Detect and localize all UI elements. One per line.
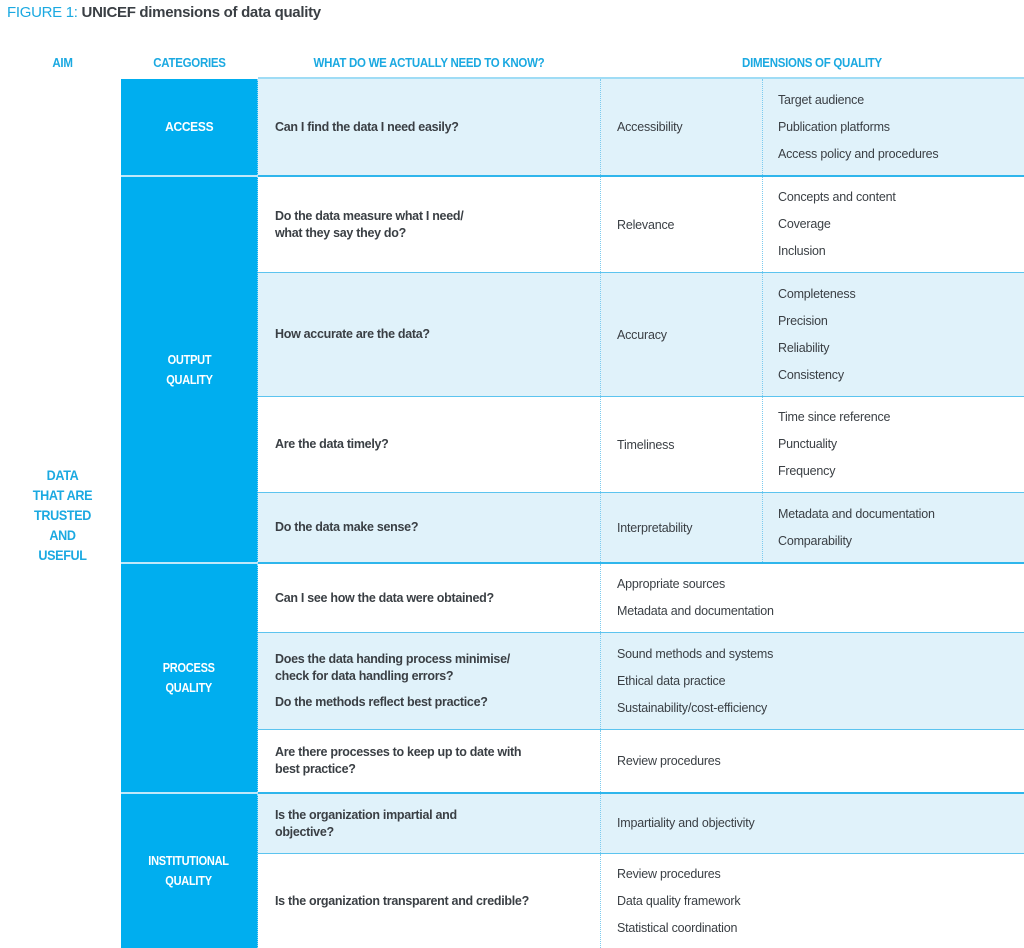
question-text: Can I find the data I need easily? <box>275 119 459 134</box>
dimension: Review procedures <box>617 866 721 881</box>
category-label-line: INSTITUTIONAL <box>148 853 230 868</box>
dimensions <box>617 794 755 853</box>
column-divider <box>600 273 601 396</box>
question <box>275 273 595 396</box>
column-divider <box>600 493 601 562</box>
header-aim: AIM <box>52 56 73 70</box>
subdimension: Target audience <box>778 92 864 107</box>
subdimension: Precision <box>778 313 828 328</box>
subdimensions <box>778 273 856 396</box>
subdimensions <box>778 493 935 562</box>
question <box>275 79 595 175</box>
category-gap <box>121 562 258 564</box>
category-label <box>164 350 215 390</box>
category-gap <box>121 175 258 177</box>
header-categories: CATEGORIES <box>153 56 226 70</box>
subdimension: Inclusion <box>778 244 826 258</box>
question <box>275 177 595 272</box>
column-divider <box>600 730 601 792</box>
dimensions <box>617 854 740 948</box>
table-row <box>258 273 1024 396</box>
subdimension: Time since reference <box>778 410 891 424</box>
subdimension: Metadata and documentation <box>778 506 935 521</box>
category-label <box>161 658 218 698</box>
dimension: Relevance <box>617 217 675 232</box>
column-divider <box>600 397 601 492</box>
dimension: Interpretability <box>617 520 693 535</box>
dimension: Ethical data practice <box>617 673 726 688</box>
table-row <box>258 177 1024 272</box>
aim-line: DATA <box>46 467 79 483</box>
category-label-line: QUALITY <box>165 873 213 888</box>
question <box>275 794 595 853</box>
question <box>275 397 595 492</box>
column-divider <box>600 177 601 272</box>
table-row <box>258 730 1024 792</box>
aim-line: USEFUL <box>38 547 87 563</box>
table-row <box>258 397 1024 492</box>
dimension: Data quality framework <box>617 893 741 908</box>
question-text: Is the organization impartial and objective? <box>275 807 457 839</box>
category-access <box>121 79 258 175</box>
category-output-quality <box>121 177 258 562</box>
subdimensions <box>778 397 890 492</box>
category-label-line: QUALITY <box>165 680 213 695</box>
table-row <box>258 79 1024 175</box>
table-row <box>258 854 1024 948</box>
subdimensions <box>778 177 896 272</box>
dimension: Accessibility <box>617 120 683 134</box>
question-text: Is the organization transparent and credible? <box>275 893 529 908</box>
question-text: Do the data make sense? <box>275 520 419 534</box>
column-divider <box>762 273 763 396</box>
question-text: Are the data timely? <box>275 437 389 451</box>
column-divider <box>600 794 601 853</box>
dimension: Metadata and documentation <box>617 604 774 618</box>
table-row <box>258 633 1024 729</box>
question-text: How accurate are the data? <box>275 327 430 341</box>
dimension: Timeliness <box>617 437 675 452</box>
column-divider <box>600 854 601 948</box>
column-divider <box>762 493 763 562</box>
subdimension: Frequency <box>778 464 836 478</box>
question <box>275 564 595 632</box>
dimension: Accuracy <box>617 327 667 342</box>
category-label-line: OUTPUT <box>167 351 211 367</box>
table-top-border <box>258 77 1024 79</box>
table-row <box>258 794 1024 853</box>
column-divider <box>600 79 601 175</box>
subdimension: Access policy and procedures <box>778 146 939 161</box>
question-text: Can I see how the data were obtained? <box>275 590 494 605</box>
question-text: Are there processes to keep up to date with best practice? <box>275 745 522 776</box>
table-row <box>258 564 1024 632</box>
dimension: Sustainability/cost-efficiency <box>617 700 768 715</box>
category-label <box>145 851 232 891</box>
dimension: Sound methods and systems <box>617 646 774 661</box>
dimensions <box>617 730 721 792</box>
question-text: Do the methods reflect best practice? <box>275 695 488 709</box>
column-divider <box>762 79 763 175</box>
column-divider <box>600 633 601 729</box>
category-label-line: PROCESS <box>162 660 216 675</box>
subdimension: Punctuality <box>778 437 837 451</box>
dimension: Review procedures <box>617 753 721 768</box>
question-text: Do the data measure what I need/ what they say they do? <box>275 208 464 240</box>
subdimensions <box>778 79 938 175</box>
header-dimensions: DIMENSIONS OF QUALITY <box>742 56 882 70</box>
figure-title <box>7 3 321 23</box>
subdimension: Concepts and content <box>778 190 896 204</box>
subdimension: Consistency <box>778 367 844 382</box>
subdimension: Comparability <box>778 533 852 548</box>
category-label-line: QUALITY <box>165 371 213 387</box>
subdimension: Completeness <box>778 286 856 301</box>
header-questions: WHAT DO WE ACTUALLY NEED TO KNOW? <box>313 56 545 70</box>
aim-label <box>15 465 110 565</box>
dimensions <box>617 633 773 729</box>
dimension: Appropriate sources <box>617 577 726 591</box>
dimension: Impartiality and objectivity <box>617 816 755 830</box>
category-gap <box>121 792 258 794</box>
column-divider <box>600 564 601 632</box>
dimension: Statistical coordination <box>617 920 738 935</box>
question <box>275 730 595 792</box>
table-row <box>258 493 1024 562</box>
column-divider <box>762 397 763 492</box>
dimensions <box>617 564 774 632</box>
subdimension: Reliability <box>778 340 830 355</box>
question-text: Does the data handing process minimise/ check for data handling errors? <box>275 652 510 683</box>
question <box>275 633 595 729</box>
figure-title-text: UNICEF dimensions of data quality <box>81 4 321 21</box>
subdimension: Coverage <box>778 217 831 231</box>
question <box>275 493 595 562</box>
question <box>275 854 595 948</box>
aim-line: AND <box>49 527 76 543</box>
subdimension: Publication platforms <box>778 119 890 134</box>
column-divider <box>762 177 763 272</box>
category-process-quality <box>121 564 258 792</box>
figure-label: FIGURE 1: <box>7 4 78 21</box>
category-label: ACCESS <box>164 119 214 134</box>
category-institutional-quality <box>121 794 258 948</box>
aim-line: THAT ARE <box>32 487 93 503</box>
aim-line: TRUSTED <box>34 507 91 523</box>
